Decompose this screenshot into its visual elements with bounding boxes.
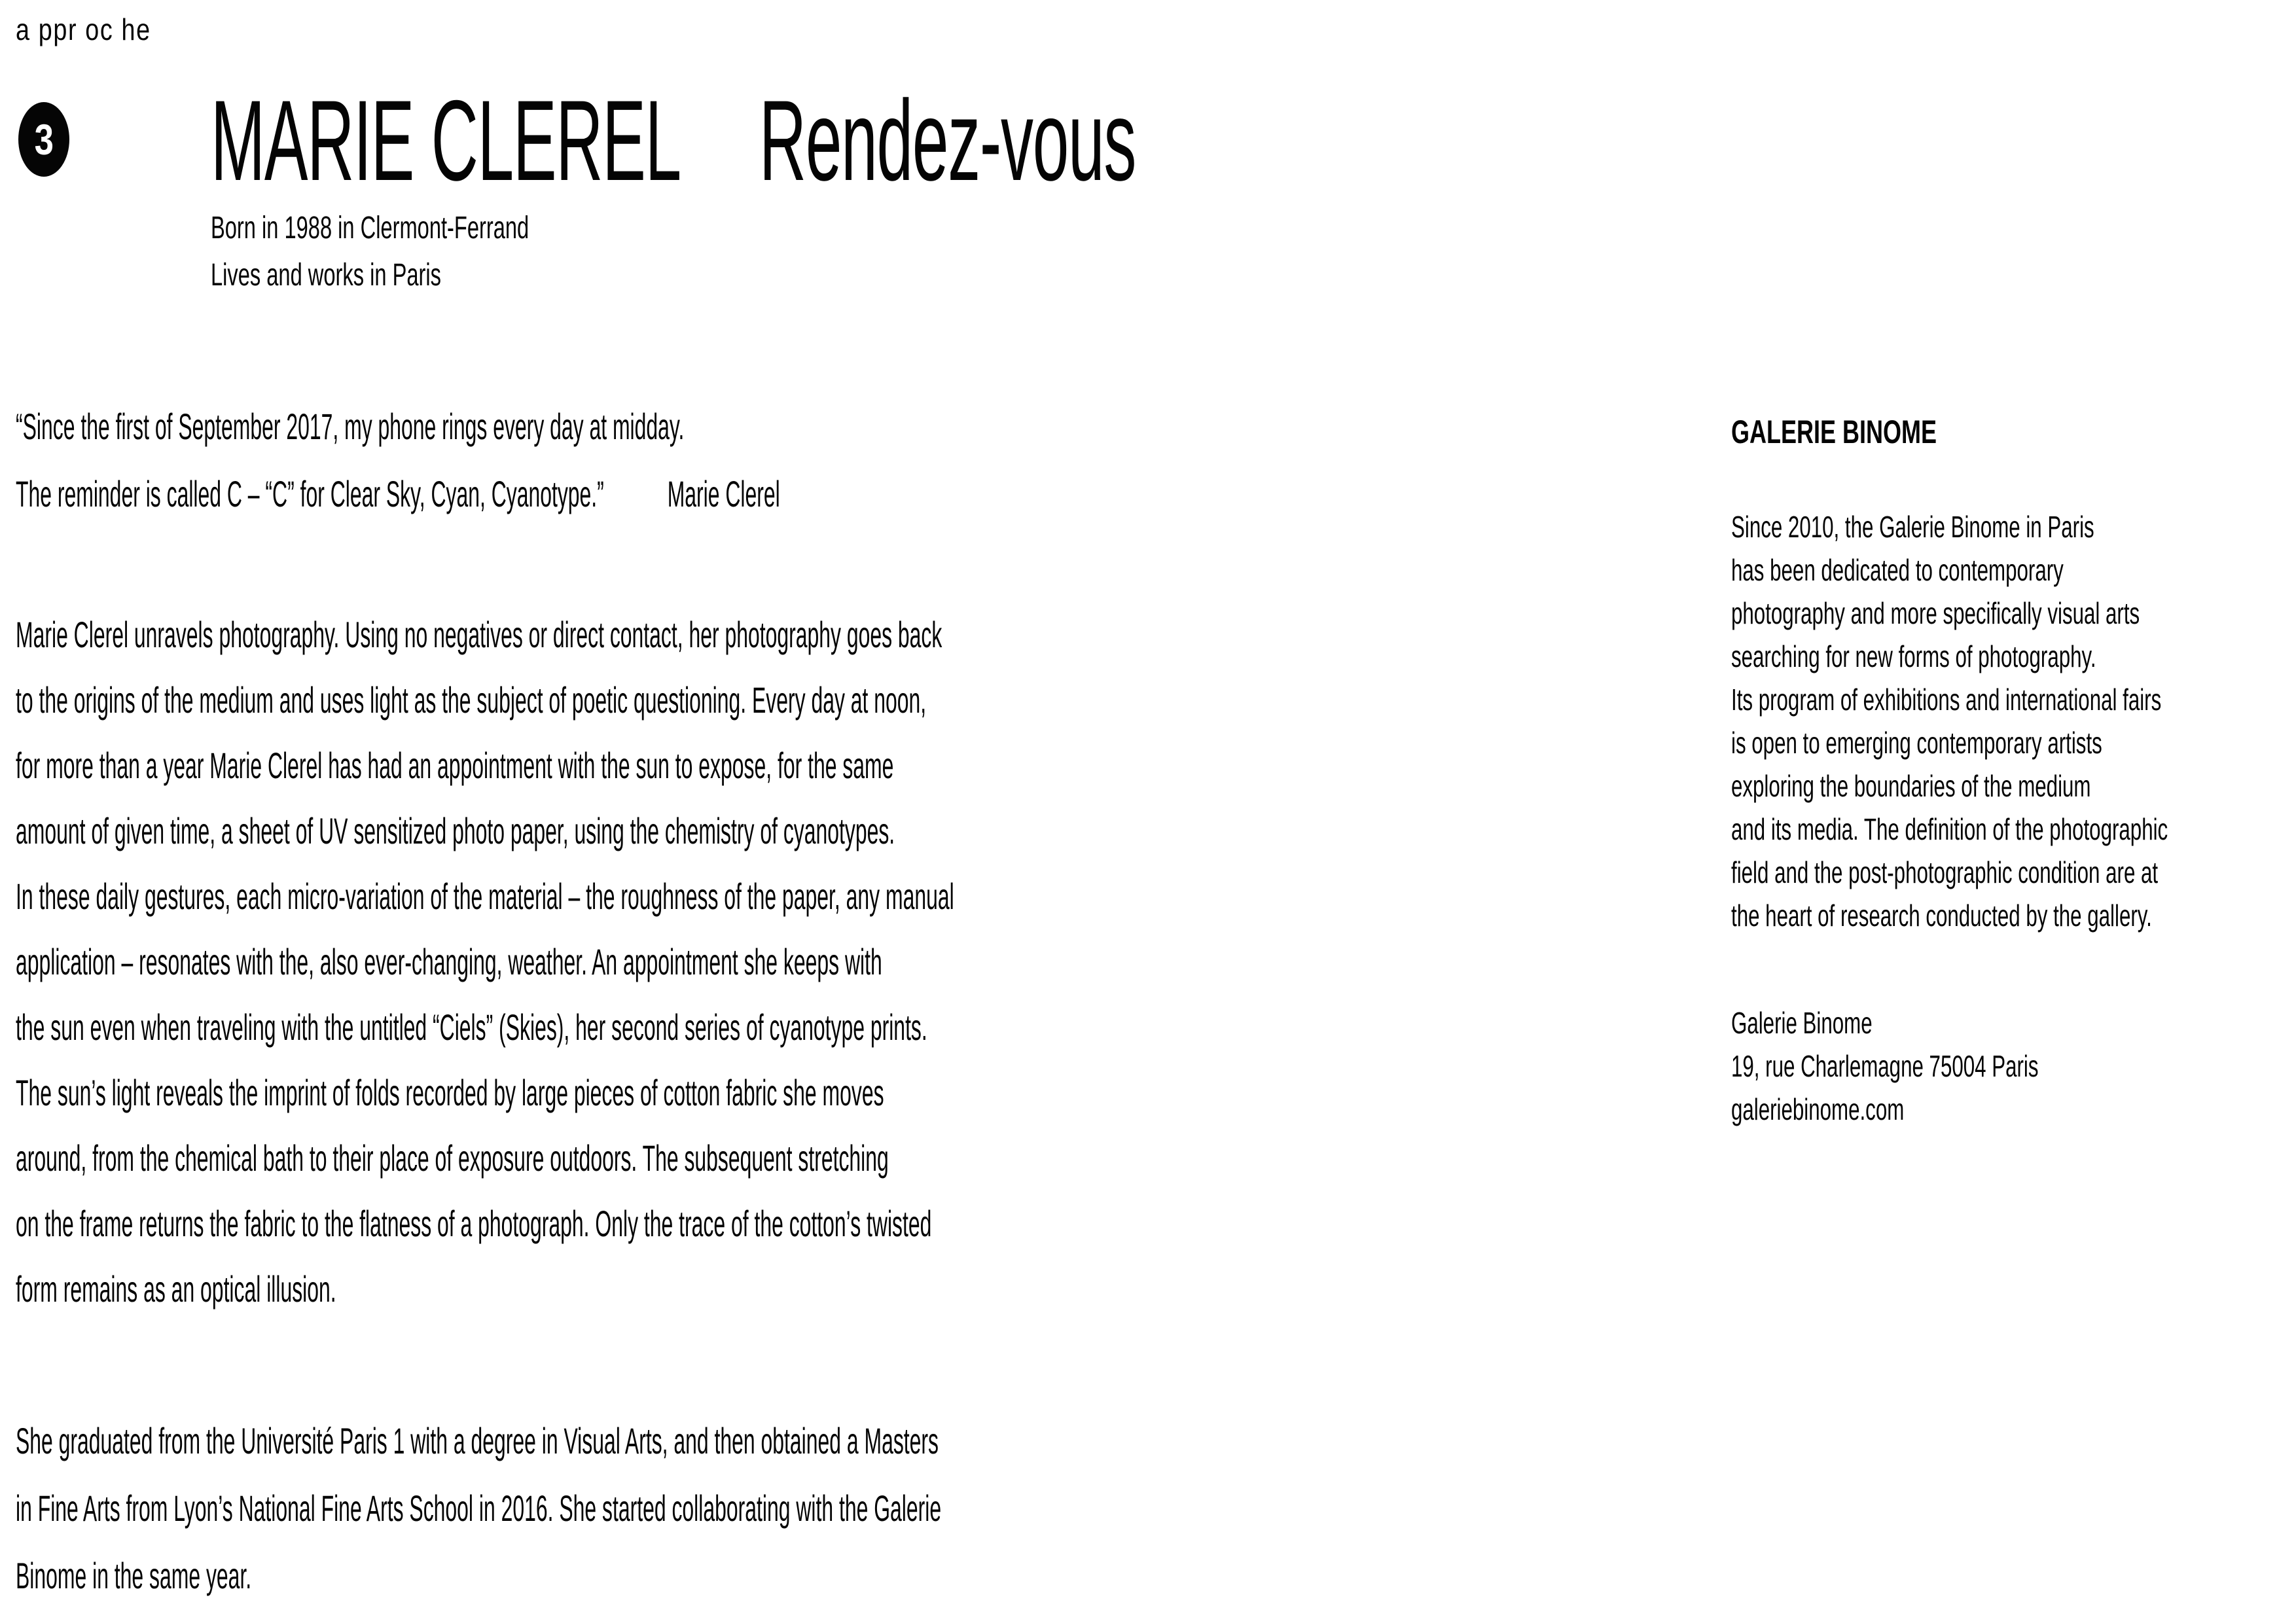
artist-name: MARIE CLEREL xyxy=(211,77,681,205)
text-line: the heart of research conducted by the gallery. xyxy=(1731,899,2152,933)
text-line: and its media. The definition of the photographic xyxy=(1731,812,2168,846)
text-line: Its program of exhibitions and international fairs xyxy=(1731,683,2162,717)
bio-paragraph-1 xyxy=(16,602,954,1322)
gallery-description xyxy=(1731,505,2168,937)
page-number: 3 xyxy=(34,115,54,164)
text-line: the sun even when traveling with the untitled “Ciels” (Skies), her second series of cyanotype prints. xyxy=(16,1007,927,1048)
gallery-contact-block xyxy=(1731,1001,2038,1131)
text-line: searching for new forms of photography. xyxy=(1731,639,2096,673)
text-line: around, from the chemical bath to their place of exposure outdoors. The subsequent stretching xyxy=(16,1137,889,1179)
text-line: amount of given time, a sheet of UV sensitized photo paper, using the chemistry of cyanotypes. xyxy=(16,810,895,851)
text-line: form remains as an optical illusion. xyxy=(16,1268,336,1310)
gallery-heading: GALERIE BINOME xyxy=(1731,414,1937,450)
text-line: Binome in the same year. xyxy=(16,1555,252,1596)
text-line: Since 2010, the Galerie Binome in Paris xyxy=(1731,510,2094,544)
quote-line-2-text: The reminder is called C – “C” for Clear Sky, Cyan, Cyanotype.” xyxy=(16,473,604,514)
text-line: is open to emerging contemporary artists xyxy=(1731,726,2102,760)
exhibition-title: Rendez-vous xyxy=(759,77,1136,205)
text-line: photography and more specifically visual arts xyxy=(1731,596,2140,630)
text-line: exploring the boundaries of the medium xyxy=(1731,769,2091,803)
artist-born-line: Born in 1988 in Clermont-Ferrand xyxy=(211,211,529,245)
text-line: Marie Clerel unravels photography. Using no negatives or direct contact, her photography goes back xyxy=(16,614,942,655)
artist-lives-line: Lives and works in Paris xyxy=(211,258,441,293)
text-line: in Fine Arts from Lyon’s National Fine Arts School in 2016. She started collaborating with the Galerie xyxy=(16,1488,942,1529)
artist-quote xyxy=(16,393,780,527)
gallery-website-link[interactable]: galeriebinome.com xyxy=(1731,1092,1905,1126)
quote-attribution: Marie Clerel xyxy=(667,473,780,514)
gallery-address: 19, rue Charlemagne 75004 Paris xyxy=(1731,1049,2039,1083)
text-line: field and the post-photographic condition are at xyxy=(1731,855,2159,889)
text-line: on the frame returns the fabric to the flatness of a photograph. Only the trace of the cotton’s twisted xyxy=(16,1203,932,1244)
gallery-name: Galerie Binome xyxy=(1731,1006,1873,1040)
text-line: to the origins of the medium and uses light as the subject of poetic questioning. Every day at noon, xyxy=(16,679,927,721)
bio-paragraph-2 xyxy=(16,1407,941,1609)
quote-line-2 xyxy=(16,460,780,527)
artist-vitals xyxy=(211,205,529,299)
text-line: application – resonates with the, also ever-changing, weather. An appointment she keeps with xyxy=(16,941,882,982)
quote-line-1: “Since the first of September 2017, my phone rings every day at midday. xyxy=(16,406,685,447)
page-number-badge xyxy=(18,102,69,177)
text-line: She graduated from the Université Paris 1 with a degree in Visual Arts, and then obtained a Masters xyxy=(16,1420,939,1461)
brand-logo: a ppr oc he xyxy=(16,12,151,46)
text-line: has been dedicated to contemporary xyxy=(1731,553,2064,587)
text-line: The sun’s light reveals the imprint of folds recorded by large pieces of cotton fabric she moves xyxy=(16,1072,884,1113)
text-line: for more than a year Marie Clerel has had an appointment with the sun to expose, for the same xyxy=(16,745,894,786)
text-line: In these daily gestures, each micro-variation of the material – the roughness of the paper, any manual xyxy=(16,876,954,917)
